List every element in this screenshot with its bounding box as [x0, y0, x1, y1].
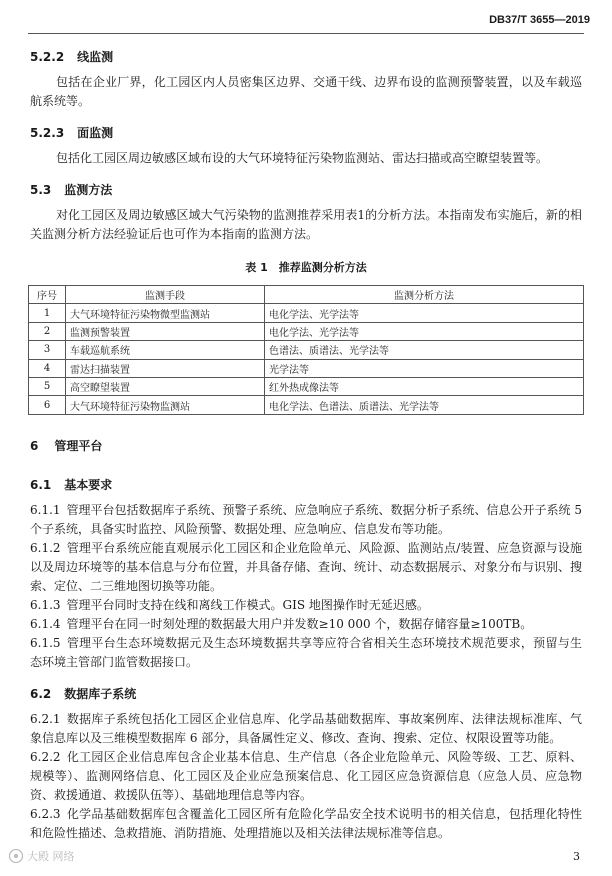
standard-code: DB37/T 3655—2019 — [489, 14, 590, 26]
heading-6-1 — [30, 476, 112, 493]
heading-title: 数据库子系统 — [64, 687, 137, 701]
clause-text: 数据库子系统包括化工园区企业信息库、化学品基础数据库、事故案例库、法律法规标准库、气象信息库以及三维模型数据库 6 部分，具备属性定义、修改、查询、搜索、定位、权限设置等功能。 — [30, 712, 582, 745]
clause-number: 6.2.1 — [30, 712, 61, 726]
clause-number: 6.2.3 — [30, 807, 61, 821]
table-row — [29, 341, 584, 359]
analysis-methods-table — [28, 285, 584, 415]
table-header-row — [29, 286, 584, 304]
clause-number: 6.1.5 — [30, 636, 61, 650]
method-means-cell: 高空瞭望装置 — [66, 377, 265, 395]
heading-title: 线监测 — [77, 50, 114, 64]
table-row — [29, 396, 584, 414]
heading-number: 5.2.3 — [30, 126, 65, 140]
clause-text: 管理平台生态环境数据元及生态环境数据共享等应符合省相关生态环境技术规范要求，预留与生态环境主管部门监管数据接口。 — [30, 636, 582, 669]
clause-6-1-4 — [30, 615, 582, 634]
heading-number: 6 — [30, 439, 39, 453]
clause-number: 6.1.4 — [30, 617, 61, 631]
row-number-cell: 1 — [29, 304, 66, 322]
row-number-cell: 5 — [29, 377, 66, 395]
paragraph-5-2-3: 包括化工园区周边敏感区域布设的大气环境特征污染物监测站、雷达扫描或高空瞭望装置等。 — [56, 151, 549, 165]
analysis-method-cell: 光学法等 — [265, 359, 584, 377]
table-row — [29, 359, 584, 377]
watermark — [8, 848, 75, 864]
clause-text: 管理平台包括数据库子系统、预警子系统、应急响应子系统、数据分析子系统、信息公开子系统 5 个子系统，具备实时监控、风险预警、数据处理、应急响应、信息发布等功能。 — [30, 503, 582, 536]
clause-text: 化学品基础数据库包含覆盖化工园区所有危险化学品安全技术说明书的相关信息，包括理化特性和危险性描述、急救措施、消防措施、处理措施以及相关法律法规标准等信息。 — [30, 807, 582, 840]
clause-text: 管理平台系统应能直观展示化工园区和企业危险单元、风险源、监测站点/装置、应急资源与设施以及周边环境等的基本信息与分布位置，并具备存储、查询、统计、动态数据展示、对象分布与识别、搜索、定位、二三维地图切换等功能。 — [30, 541, 583, 593]
header-cell: 监测分析方法 — [265, 286, 584, 304]
heading-title: 面监测 — [77, 126, 114, 140]
row-number-cell: 3 — [29, 341, 66, 359]
paragraph-5-2-2: 包括在企业厂界，化工园区内人员密集区边界、交通干线、边界布设的监测预警装置，以及车载巡航系统等。 — [30, 75, 582, 108]
page-number: 3 — [573, 850, 580, 863]
method-means-cell: 雷达扫描装置 — [66, 359, 265, 377]
table-row — [29, 304, 584, 322]
watermark-logo-icon — [8, 848, 24, 864]
heading-5-3 — [30, 181, 112, 198]
clause-text: 管理平台在同一时刻处理的数据最大用户并发数≥10 000 个，数据存储容量≥100TB。 — [66, 617, 533, 631]
header-rule — [28, 33, 584, 34]
header-cell: 序号 — [29, 286, 66, 304]
clause-number: 6.2.2 — [30, 750, 61, 764]
heading-6 — [30, 437, 102, 454]
row-number-cell: 6 — [29, 396, 66, 414]
analysis-method-cell: 电化学法、色谱法、质谱法、光学法等 — [265, 396, 584, 414]
heading-5-2-3 — [30, 124, 113, 141]
watermark-text: 大殿 网络 — [27, 850, 75, 863]
clause-6-2-2 — [30, 748, 582, 805]
analysis-method-cell: 色谱法、质谱法、光学法等 — [265, 341, 584, 359]
clause-number: 6.1.1 — [30, 503, 61, 517]
heading-number: 6.1 — [30, 478, 52, 492]
method-means-cell: 大气环境特征污染物微型监测站 — [66, 304, 265, 322]
heading-number: 5.2.2 — [30, 50, 65, 64]
row-number-cell: 2 — [29, 322, 66, 340]
method-means-cell: 大气环境特征污染物监测站 — [66, 396, 265, 414]
clause-6-1-2 — [30, 539, 582, 596]
row-number-cell: 4 — [29, 359, 66, 377]
table-row — [29, 322, 584, 340]
clause-6-2-1 — [30, 710, 582, 748]
heading-number: 6.2 — [30, 687, 52, 701]
table-row — [29, 377, 584, 395]
clause-6-2-3 — [30, 805, 582, 843]
clause-6-1-3 — [30, 596, 582, 615]
clause-6-1-5 — [30, 634, 582, 672]
heading-6-2 — [30, 685, 136, 702]
heading-5-2-2 — [30, 48, 113, 65]
heading-title: 监测方法 — [64, 183, 113, 197]
heading-title: 管理平台 — [54, 439, 103, 453]
clause-text: 化工园区企业信息库包含企业基本信息、生产信息（各企业危险单元、风险等级、工艺、原料、规模等）、监测网络信息、化工园区及企业应急预案信息、化工园区应急资源信息（应急人员、应急物资、救援通道、救援队伍等）、基础地理信息等内容。 — [30, 750, 582, 802]
heading-title: 基本要求 — [64, 478, 113, 492]
method-means-cell: 车载巡航系统 — [66, 341, 265, 359]
heading-number: 5.3 — [30, 183, 52, 197]
analysis-method-cell: 电化学法、光学法等 — [265, 322, 584, 340]
clause-text: 管理平台同时支持在线和离线工作模式。GIS 地图操作时无延迟感。 — [66, 598, 429, 612]
method-means-cell: 监测预警装置 — [66, 322, 265, 340]
analysis-method-cell: 电化学法、光学法等 — [265, 304, 584, 322]
header-cell: 监测手段 — [66, 286, 265, 304]
analysis-method-cell: 红外热成像法等 — [265, 377, 584, 395]
paragraph-5-3: 对化工园区及周边敏感区域大气污染物的监测推荐采用表1的分析方法。本指南发布实施后，新的相关监测分析方法经验证后也可作为本指南的监测方法。 — [30, 208, 582, 241]
clause-6-1-1 — [30, 501, 582, 539]
clause-number: 6.1.2 — [30, 541, 61, 555]
clause-number: 6.1.3 — [30, 598, 61, 612]
table-caption: 表 1 推荐监测分析方法 — [245, 261, 367, 274]
